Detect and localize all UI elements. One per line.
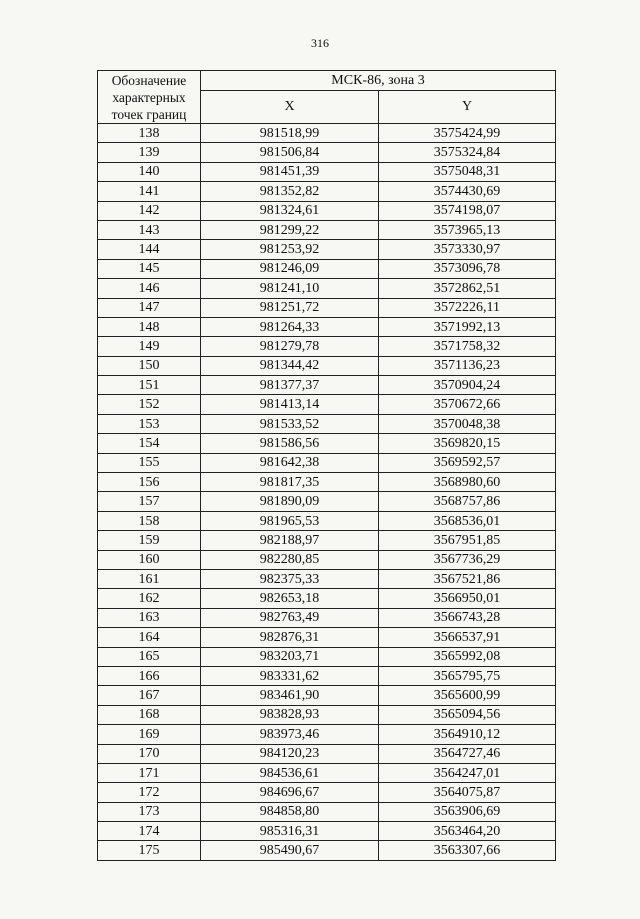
point-number-cell: 167 <box>98 686 201 705</box>
x-coordinate-cell: 983203,71 <box>201 647 379 666</box>
table-row <box>98 259 556 278</box>
y-coordinate-cell: 3568757,86 <box>379 492 556 511</box>
x-coordinate-cell: 981246,09 <box>201 259 379 278</box>
y-coordinate-cell: 3573965,13 <box>379 220 556 239</box>
point-number-cell: 161 <box>98 569 201 588</box>
coordinates-table <box>97 70 556 861</box>
table-row <box>98 337 556 356</box>
table-row <box>98 376 556 395</box>
x-coordinate-cell: 981533,52 <box>201 414 379 433</box>
x-coordinate-cell: 981279,78 <box>201 337 379 356</box>
point-number-cell: 174 <box>98 822 201 841</box>
point-number-cell: 166 <box>98 666 201 685</box>
point-number-cell: 159 <box>98 531 201 550</box>
y-coordinate-cell: 3564910,12 <box>379 725 556 744</box>
x-coordinate-cell: 984858,80 <box>201 802 379 821</box>
table-row <box>98 783 556 802</box>
y-coordinate-cell: 3564727,46 <box>379 744 556 763</box>
y-coordinate-cell: 3571136,23 <box>379 356 556 375</box>
point-number-cell: 138 <box>98 124 201 143</box>
x-coordinate-cell: 982375,33 <box>201 569 379 588</box>
y-coordinate-cell: 3570048,38 <box>379 414 556 433</box>
point-number-cell: 150 <box>98 356 201 375</box>
y-coordinate-cell: 3563307,66 <box>379 841 556 860</box>
x-coordinate-cell: 983973,46 <box>201 725 379 744</box>
y-coordinate-cell: 3572862,51 <box>379 279 556 298</box>
table-row <box>98 666 556 685</box>
table-row <box>98 356 556 375</box>
y-coordinate-cell: 3570672,66 <box>379 395 556 414</box>
point-number-cell: 140 <box>98 162 201 181</box>
y-coordinate-cell: 3573096,78 <box>379 259 556 278</box>
y-coordinate-cell: 3574430,69 <box>379 182 556 201</box>
x-coordinate-cell: 981890,09 <box>201 492 379 511</box>
table-row <box>98 220 556 239</box>
table-row <box>98 725 556 744</box>
point-number-cell: 139 <box>98 143 201 162</box>
table-row <box>98 569 556 588</box>
table-row <box>98 434 556 453</box>
table-row <box>98 744 556 763</box>
y-coordinate-cell: 3565094,56 <box>379 705 556 724</box>
y-coordinate-cell: 3575048,31 <box>379 162 556 181</box>
point-number-cell: 168 <box>98 705 201 724</box>
y-coordinate-cell: 3565992,08 <box>379 647 556 666</box>
x-coordinate-cell: 981451,39 <box>201 162 379 181</box>
point-number-cell: 155 <box>98 453 201 472</box>
x-coordinate-cell: 982763,49 <box>201 608 379 627</box>
y-coordinate-cell: 3563464,20 <box>379 822 556 841</box>
table-row <box>98 550 556 569</box>
coordinates-table-body <box>98 124 556 861</box>
x-coordinate-cell: 981253,92 <box>201 240 379 259</box>
x-coordinate-cell: 981324,61 <box>201 201 379 220</box>
point-number-cell: 149 <box>98 337 201 356</box>
y-coordinate-cell: 3566537,91 <box>379 628 556 647</box>
table-row <box>98 317 556 336</box>
table-row <box>98 531 556 550</box>
y-coordinate-cell: 3564075,87 <box>379 783 556 802</box>
point-number-cell: 147 <box>98 298 201 317</box>
table-row <box>98 162 556 181</box>
table-row <box>98 414 556 433</box>
y-coordinate-cell: 3574198,07 <box>379 201 556 220</box>
point-number-cell: 162 <box>98 589 201 608</box>
y-coordinate-cell: 3567951,85 <box>379 531 556 550</box>
point-number-cell: 148 <box>98 317 201 336</box>
y-column-header: Y <box>379 91 556 124</box>
point-designation-header: Обозначение характерных точек границ <box>98 71 201 124</box>
x-coordinate-cell: 983331,62 <box>201 666 379 685</box>
table-row <box>98 647 556 666</box>
y-coordinate-cell: 3569592,57 <box>379 453 556 472</box>
x-coordinate-cell: 981642,38 <box>201 453 379 472</box>
point-number-cell: 151 <box>98 376 201 395</box>
point-number-cell: 143 <box>98 220 201 239</box>
x-coordinate-cell: 984536,61 <box>201 763 379 782</box>
y-coordinate-cell: 3575424,99 <box>379 124 556 143</box>
x-coordinate-cell: 982188,97 <box>201 531 379 550</box>
x-coordinate-cell: 981264,33 <box>201 317 379 336</box>
x-coordinate-cell: 982280,85 <box>201 550 379 569</box>
x-coordinate-cell: 982876,31 <box>201 628 379 647</box>
x-coordinate-cell: 981377,37 <box>201 376 379 395</box>
x-coordinate-cell: 985490,67 <box>201 841 379 860</box>
y-coordinate-cell: 3566743,28 <box>379 608 556 627</box>
table-row <box>98 608 556 627</box>
point-number-cell: 173 <box>98 802 201 821</box>
point-number-cell: 169 <box>98 725 201 744</box>
table-row <box>98 802 556 821</box>
point-number-cell: 156 <box>98 473 201 492</box>
y-coordinate-cell: 3564247,01 <box>379 763 556 782</box>
y-coordinate-cell: 3567521,86 <box>379 569 556 588</box>
point-number-cell: 160 <box>98 550 201 569</box>
y-coordinate-cell: 3572226,11 <box>379 298 556 317</box>
x-coordinate-cell: 981251,72 <box>201 298 379 317</box>
table-row <box>98 511 556 530</box>
x-coordinate-cell: 981586,56 <box>201 434 379 453</box>
y-coordinate-cell: 3571992,13 <box>379 317 556 336</box>
x-coordinate-cell: 982653,18 <box>201 589 379 608</box>
y-coordinate-cell: 3563906,69 <box>379 802 556 821</box>
table-row <box>98 822 556 841</box>
x-coordinate-cell: 981241,10 <box>201 279 379 298</box>
y-coordinate-cell: 3566950,01 <box>379 589 556 608</box>
x-coordinate-cell: 983461,90 <box>201 686 379 705</box>
x-coordinate-cell: 985316,31 <box>201 822 379 841</box>
table-row <box>98 298 556 317</box>
x-coordinate-cell: 981352,82 <box>201 182 379 201</box>
table-row <box>98 124 556 143</box>
table-row <box>98 473 556 492</box>
table-row <box>98 492 556 511</box>
x-column-header: X <box>201 91 379 124</box>
y-coordinate-cell: 3565795,75 <box>379 666 556 685</box>
x-coordinate-cell: 984696,67 <box>201 783 379 802</box>
y-coordinate-cell: 3568980,60 <box>379 473 556 492</box>
point-number-cell: 165 <box>98 647 201 666</box>
point-number-cell: 154 <box>98 434 201 453</box>
x-coordinate-cell: 983828,93 <box>201 705 379 724</box>
point-number-cell: 145 <box>98 259 201 278</box>
point-number-cell: 175 <box>98 841 201 860</box>
table-row <box>98 279 556 298</box>
table-row <box>98 143 556 162</box>
x-coordinate-cell: 981299,22 <box>201 220 379 239</box>
coordinate-system-header: МСК-86, зона 3 <box>201 71 556 91</box>
table-row <box>98 240 556 259</box>
point-number-cell: 170 <box>98 744 201 763</box>
y-coordinate-cell: 3573330,97 <box>379 240 556 259</box>
x-coordinate-cell: 981518,99 <box>201 124 379 143</box>
x-coordinate-cell: 981413,14 <box>201 395 379 414</box>
point-number-cell: 142 <box>98 201 201 220</box>
point-number-cell: 172 <box>98 783 201 802</box>
point-number-cell: 171 <box>98 763 201 782</box>
x-coordinate-cell: 981506,84 <box>201 143 379 162</box>
x-coordinate-cell: 984120,23 <box>201 744 379 763</box>
page-number: 316 <box>311 36 329 50</box>
point-number-cell: 144 <box>98 240 201 259</box>
point-number-cell: 152 <box>98 395 201 414</box>
point-number-cell: 153 <box>98 414 201 433</box>
table-row <box>98 841 556 860</box>
x-coordinate-cell: 981817,35 <box>201 473 379 492</box>
y-coordinate-cell: 3571758,32 <box>379 337 556 356</box>
point-number-cell: 163 <box>98 608 201 627</box>
table-row <box>98 686 556 705</box>
y-coordinate-cell: 3567736,29 <box>379 550 556 569</box>
point-number-cell: 158 <box>98 511 201 530</box>
table-row <box>98 705 556 724</box>
point-number-cell: 146 <box>98 279 201 298</box>
table-row <box>98 763 556 782</box>
point-number-cell: 157 <box>98 492 201 511</box>
y-coordinate-cell: 3575324,84 <box>379 143 556 162</box>
y-coordinate-cell: 3565600,99 <box>379 686 556 705</box>
point-number-cell: 164 <box>98 628 201 647</box>
table-row <box>98 395 556 414</box>
point-number-cell: 141 <box>98 182 201 201</box>
table-row <box>98 589 556 608</box>
table-row <box>98 201 556 220</box>
table-row <box>98 628 556 647</box>
table-row <box>98 453 556 472</box>
x-coordinate-cell: 981965,53 <box>201 511 379 530</box>
y-coordinate-cell: 3568536,01 <box>379 511 556 530</box>
y-coordinate-cell: 3569820,15 <box>379 434 556 453</box>
table-row <box>98 182 556 201</box>
y-coordinate-cell: 3570904,24 <box>379 376 556 395</box>
x-coordinate-cell: 981344,42 <box>201 356 379 375</box>
